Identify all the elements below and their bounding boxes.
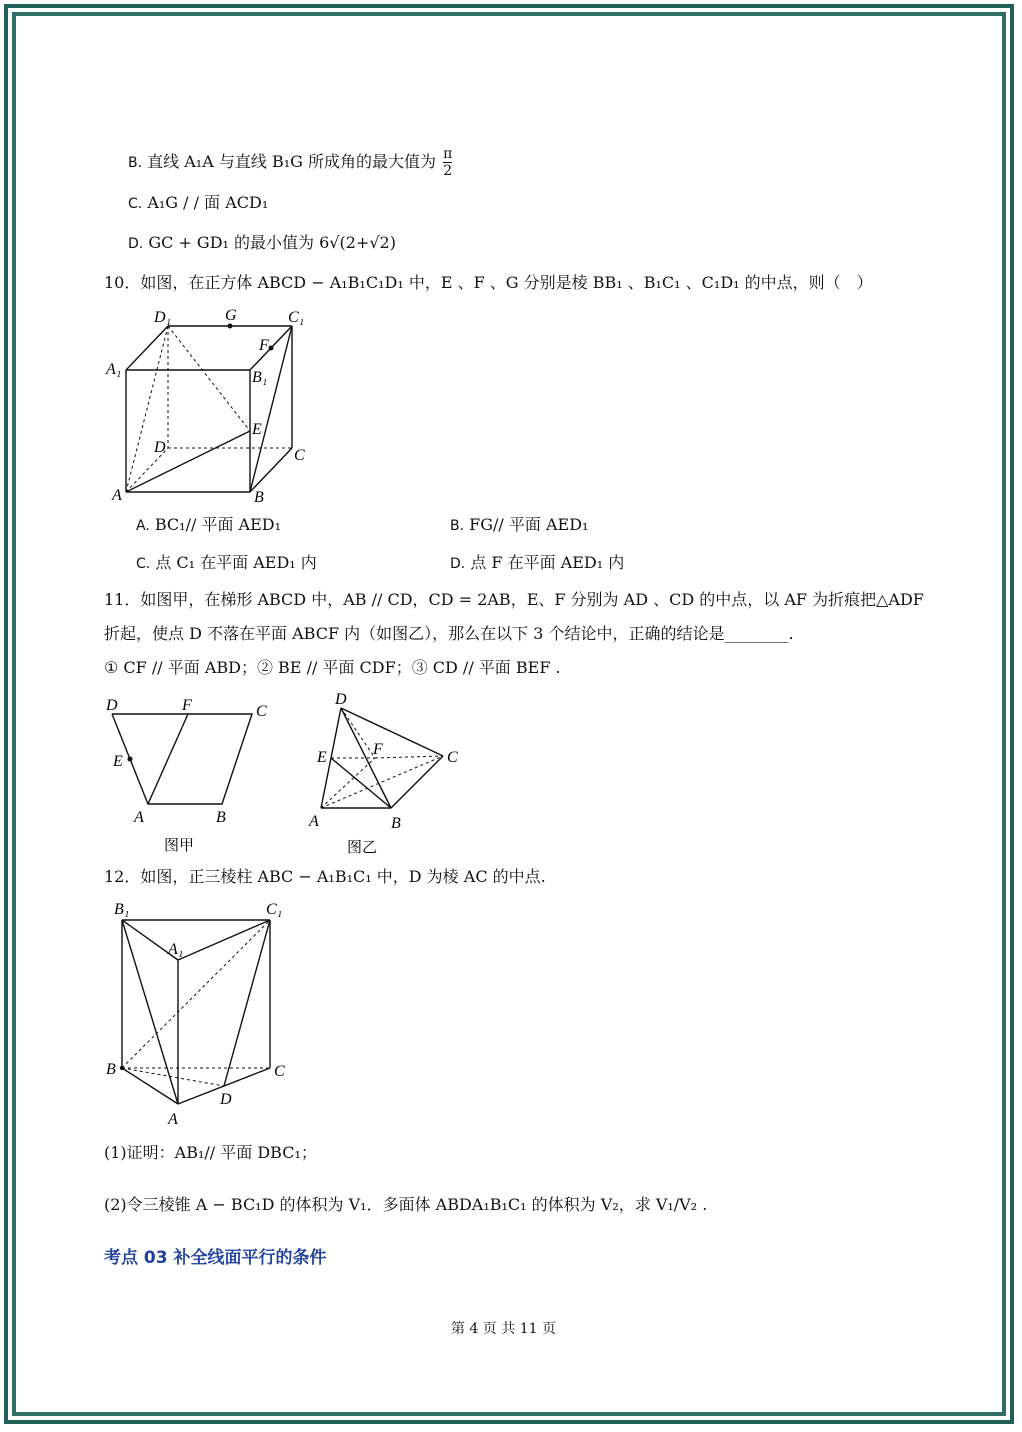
q11-stem-line1: 11．如图甲，在梯形 ABCD 中，AB // CD，CD = 2AB，E、F 分别为 AD 、CD 的中点，以 AF 为折痕把△ADF <box>104 590 924 609</box>
q11-stem-line3: ① CF // 平面 ABD；② BE // 平面 CDF；③ CD // 平面 BEF . <box>104 658 561 677</box>
label-B: B <box>216 809 226 826</box>
option-text: 点 F 在平面 AED₁ 内 <box>470 553 625 572</box>
edge <box>126 326 168 370</box>
label-A: A <box>309 813 319 830</box>
hidden-BD <box>122 1068 224 1086</box>
label-C: C <box>294 447 305 464</box>
option-label: D. <box>128 236 144 252</box>
label-A: A <box>168 1111 178 1128</box>
q9-option-c <box>128 192 268 215</box>
fraction <box>443 146 452 179</box>
option-label: B. <box>450 518 465 534</box>
point-E <box>128 757 133 762</box>
label-C1: C₁ <box>266 901 283 918</box>
option-label: C. <box>136 556 151 572</box>
edge <box>250 448 292 492</box>
label-D1: D₁ <box>154 309 172 326</box>
q10-option-c <box>136 552 317 575</box>
edge-EB <box>331 758 391 808</box>
label-D: D <box>335 691 347 708</box>
option-text: A₁G / / 面 ACD₁ <box>147 193 269 212</box>
option-label: B. <box>128 155 143 171</box>
segment-DC1 <box>224 920 270 1086</box>
edge-BC <box>391 756 443 808</box>
point-F <box>269 346 274 351</box>
label-D: D <box>220 1091 232 1108</box>
q9-option-b <box>128 146 452 179</box>
q12-part1: (1)证明：AB₁// 平面 DBC₁； <box>104 1143 317 1162</box>
label-C1: C₁ <box>288 309 305 326</box>
fraction-numerator: π <box>443 146 453 162</box>
label-C: C <box>447 749 458 766</box>
label-B: B <box>106 1061 116 1078</box>
option-text: 点 C₁ 在平面 AED₁ 内 <box>155 553 317 572</box>
segment-AF <box>148 714 188 804</box>
option-text: GC + GD₁ 的最小值为 6√(2+√2) <box>148 233 396 252</box>
dashed-D1E <box>168 326 250 431</box>
caption-yi: 图乙 <box>347 840 378 856</box>
label-C: C <box>256 703 267 720</box>
point-G <box>228 324 233 329</box>
label-E: E <box>113 753 123 770</box>
label-A1: A₁ <box>106 361 122 378</box>
q10-option-b <box>450 514 588 537</box>
caption-jia: 图甲 <box>164 838 195 852</box>
label-A1: A₁ <box>168 941 184 958</box>
q10-stem: 10．如图，在正方体 ABCD − A₁B₁C₁D₁ 中，E 、F 、G 分别是棱 BB₁ 、B₁C₁ 、C₁D₁ 的中点，则（ ） <box>104 273 873 292</box>
label-B1: B₁ <box>252 369 268 386</box>
label-G: G <box>225 307 237 324</box>
label-A: A <box>112 487 122 504</box>
label-F: F <box>373 741 383 758</box>
option-label: C. <box>128 196 143 212</box>
fraction-denominator: 2 <box>443 163 453 179</box>
q11-figure-yi <box>307 686 487 856</box>
label-B: B <box>254 489 264 504</box>
section-title: 考点 03 补全线面平行的条件 <box>104 1248 327 1268</box>
q9-option-d <box>128 232 396 255</box>
q10-option-d <box>450 552 624 575</box>
document-page <box>22 22 1000 1410</box>
point-B <box>120 1066 124 1070</box>
edge-A1C1 <box>178 920 270 960</box>
label-C: C <box>274 1063 285 1080</box>
q10-option-a <box>136 514 281 537</box>
q10-cube-figure <box>102 304 332 504</box>
option-text: BC₁// 平面 AED₁ <box>154 515 282 534</box>
q11-stem-line2: 折起，使点 D 不落在平面 ABCF 内（如图乙），那么在以下 3 个结论中，正确的结论是________. <box>104 624 794 643</box>
option-label: D. <box>450 556 466 572</box>
option-label: A. <box>136 518 150 534</box>
label-F: F <box>182 697 192 714</box>
q11-figure-jia <box>102 692 282 852</box>
label-E: E <box>252 421 262 438</box>
edge-DC <box>341 708 443 756</box>
q12-prism-figure <box>102 898 322 1128</box>
q12-stem: 12．如图，正三棱柱 ABC − A₁B₁C₁ 中，D 为棱 AC 的中点. <box>104 867 546 886</box>
label-D: D <box>106 697 118 714</box>
q12-part2: (2)令三棱锥 A − BC₁D 的体积为 V₁．多面体 ABDA₁B₁C₁ 的体积为 V₂，求 V₁/V₂ . <box>104 1195 708 1214</box>
hidden-FC <box>375 756 443 758</box>
segment-BC1 <box>250 326 292 492</box>
option-text: 直线 A₁A 与直线 B₁G 所成角的最大值为 <box>147 152 436 171</box>
label-E: E <box>317 749 327 766</box>
label-A: A <box>134 809 144 826</box>
segment-AE <box>126 431 250 492</box>
option-text: FG// 平面 AED₁ <box>469 515 589 534</box>
label-D: D <box>154 439 166 456</box>
label-B1: B₁ <box>114 901 130 918</box>
dashed-AD1 <box>126 326 168 492</box>
label-F: F <box>259 337 269 354</box>
label-B: B <box>391 815 401 832</box>
page-footer: 第 4 页 共 11 页 <box>451 1321 556 1337</box>
edge-BA <box>122 1068 178 1104</box>
